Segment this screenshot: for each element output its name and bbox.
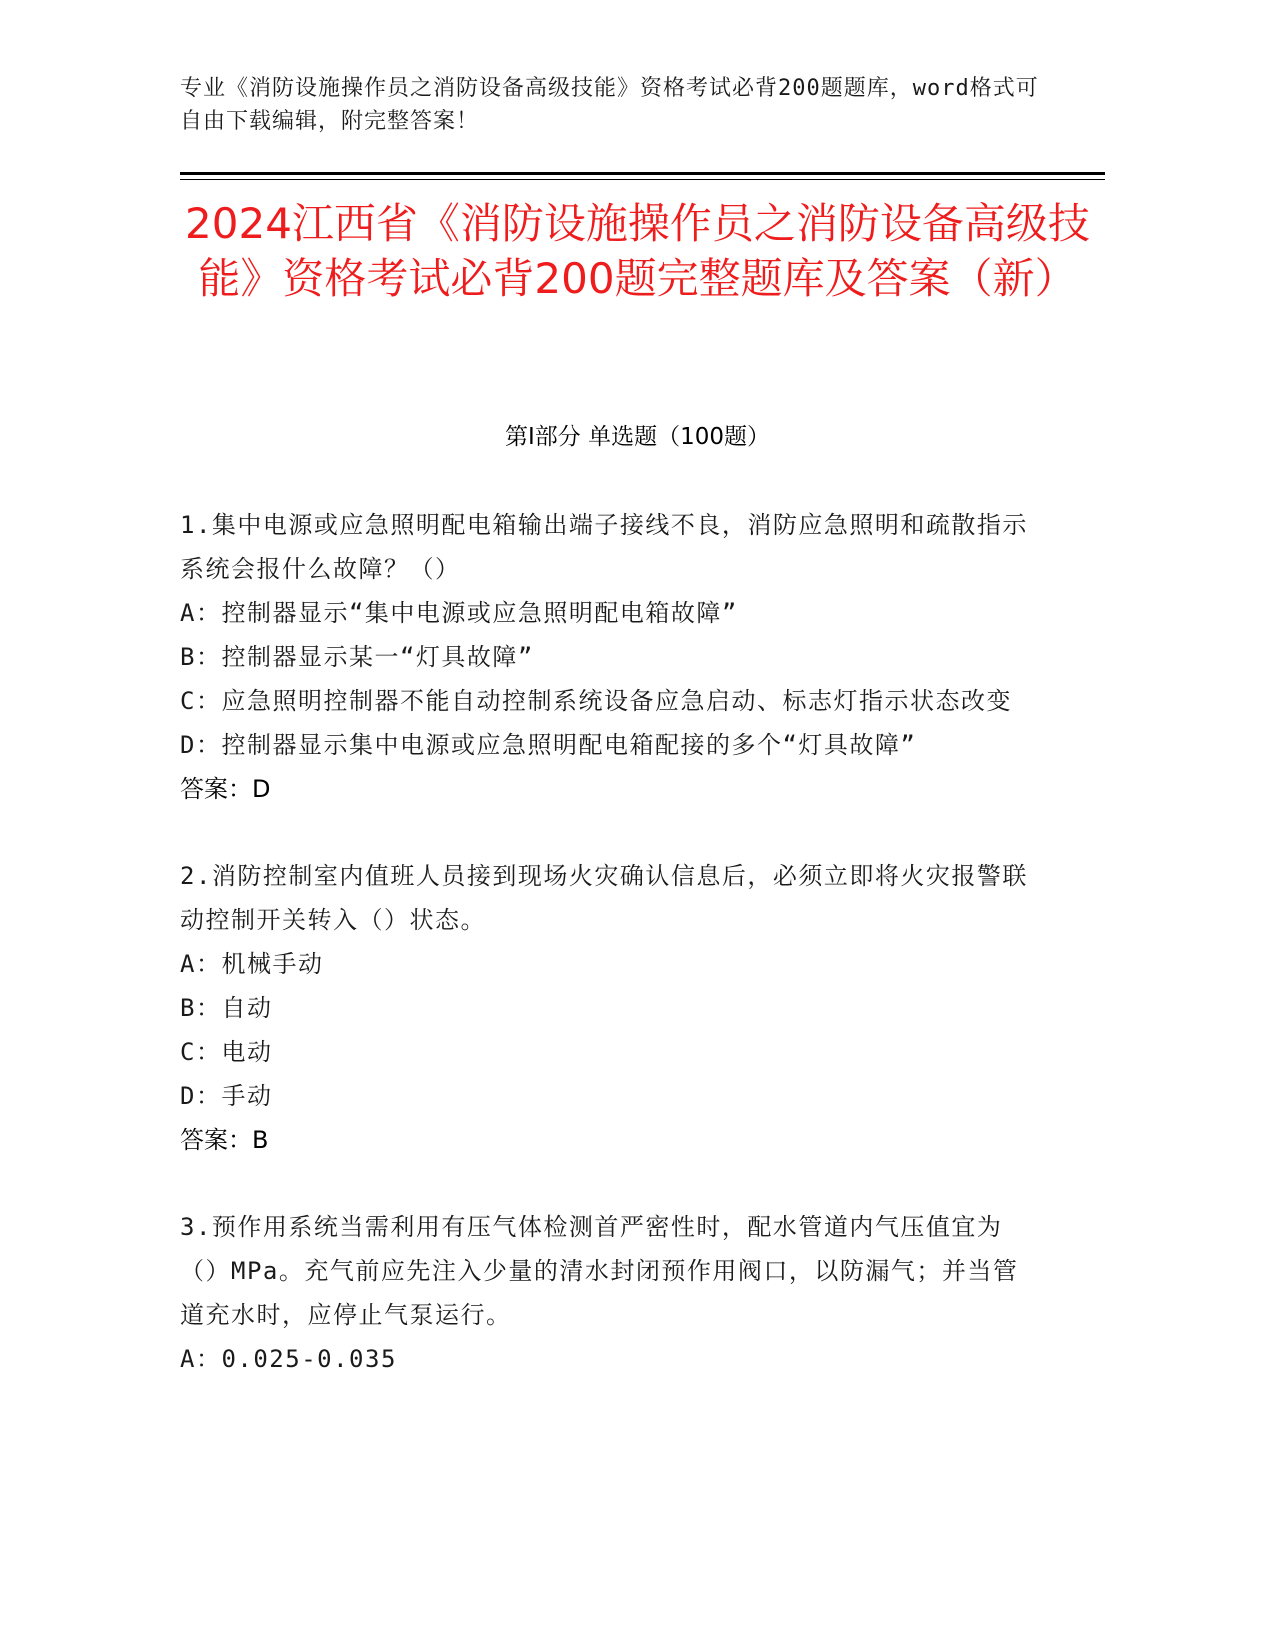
option-a: A：0.025-0.035 — [180, 1345, 397, 1373]
option-b: B：控制器显示某一“灯具故障” — [180, 643, 534, 671]
document-title: 2024江西省《消防设施操作员之消防设备高级技能》资格考试必背200题完整题库及答案（新） — [185, 199, 1090, 303]
question-3 — [180, 1205, 1040, 1381]
option-c: C：应急照明控制器不能自动控制系统设备应急启动、标志灯指示状态改变 — [180, 687, 1012, 715]
option-d: D：手动 — [180, 1082, 273, 1110]
header-note: 专业《消防设施操作员之消防设备高级技能》资格考试必背200题题库，word格式可自由下载编辑，附完整答案！ — [180, 76, 1039, 134]
question-stem: 3.预作用系统当需利用有压气体检测首严密性时，配水管道内气压值宜为（）MPa。充气前应先注入少量的清水封闭预作用阀口，以防漏气；并当管道充水时，应停止气泵运行。 — [180, 1213, 1019, 1329]
option-b: B：自动 — [180, 994, 273, 1022]
answer: 答案：D — [180, 775, 271, 803]
question-stem: 1.集中电源或应急照明配电箱输出端子接线不良，消防应急照明和疏散指示系统会报什么故障？（） — [180, 511, 1028, 583]
option-a: A：控制器显示“集中电源或应急照明配电箱故障” — [180, 599, 738, 627]
section-title: 第Ⅰ部分 单选题（100题） — [505, 424, 770, 450]
question-stem: 2.消防控制室内值班人员接到现场火灾确认信息后，必须立即将火灾报警联动控制开关转入（）状态。 — [180, 862, 1028, 934]
option-d: D：控制器显示集中电源或应急照明配电箱配接的多个“灯具故障” — [180, 731, 917, 759]
option-c: C：电动 — [180, 1038, 273, 1066]
header-divider-thin — [180, 179, 1105, 180]
question-list — [180, 503, 1040, 1424]
option-a: A：机械手动 — [180, 950, 324, 978]
answer: 答案：B — [180, 1126, 269, 1154]
question-2 — [180, 854, 1040, 1162]
header-divider-thick — [180, 172, 1105, 175]
question-1 — [180, 503, 1040, 811]
